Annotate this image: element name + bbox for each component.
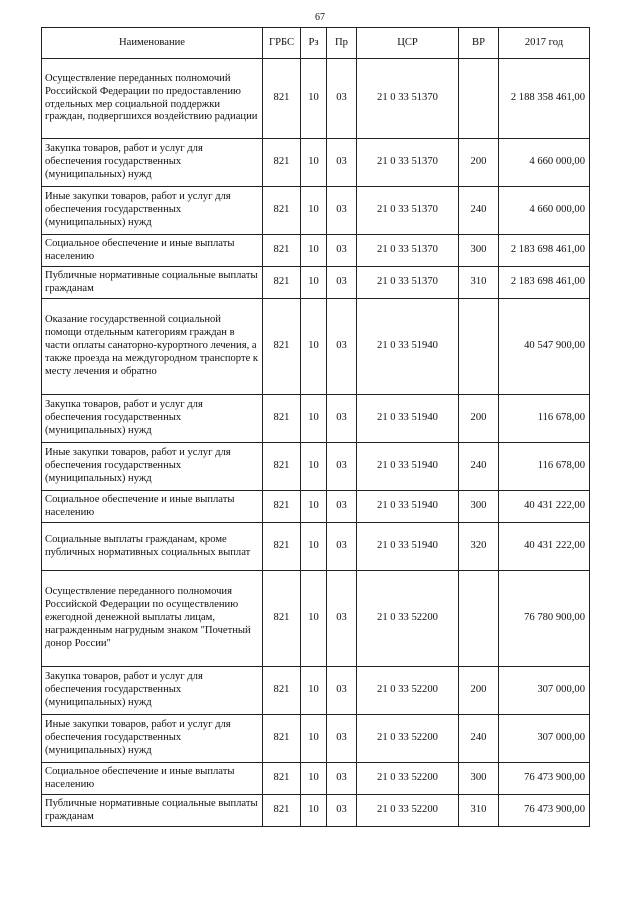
row-vr: 240 xyxy=(459,715,499,763)
row-vr: 200 xyxy=(459,395,499,443)
row-amount: 4 660 000,00 xyxy=(499,187,590,235)
table-row xyxy=(42,667,590,715)
row-csr: 21 0 33 52200 xyxy=(357,763,459,795)
row-name: Осуществление переданных полномочий Российской Федерации по предоставлению отдельных мер социальной поддержки граждан, подвергшихся воздействию радиации xyxy=(42,59,263,139)
row-grbs: 821 xyxy=(263,139,301,187)
row-name: Закупка товаров, работ и услуг для обеспечения государственных (муниципальных) нужд xyxy=(42,139,263,187)
row-rz: 10 xyxy=(301,763,327,795)
row-vr: 200 xyxy=(459,667,499,715)
row-pr: 03 xyxy=(327,571,357,667)
row-csr: 21 0 33 52200 xyxy=(357,667,459,715)
table-row xyxy=(42,795,590,827)
row-name: Социальное обеспечение и иные выплаты населению xyxy=(42,235,263,267)
row-name: Осуществление переданного полномочия Российской Федерации по осуществлению ежегодной денежной выплаты лицам, награжденным нагрудным знаком "Почетный донор России" xyxy=(42,571,263,667)
row-vr: 300 xyxy=(459,491,499,523)
row-amount: 307 000,00 xyxy=(499,667,590,715)
row-vr xyxy=(459,299,499,395)
table-row xyxy=(42,443,590,491)
row-pr: 03 xyxy=(327,763,357,795)
row-amount: 116 678,00 xyxy=(499,395,590,443)
row-pr: 03 xyxy=(327,59,357,139)
row-amount: 40 431 222,00 xyxy=(499,523,590,571)
table-row xyxy=(42,523,590,571)
table-row xyxy=(42,139,590,187)
row-amount: 2 183 698 461,00 xyxy=(499,235,590,267)
row-vr: 240 xyxy=(459,187,499,235)
row-rz: 10 xyxy=(301,571,327,667)
table-row xyxy=(42,235,590,267)
header-csr: ЦСР xyxy=(357,28,459,59)
row-vr: 310 xyxy=(459,267,499,299)
row-grbs: 821 xyxy=(263,267,301,299)
row-csr: 21 0 33 51370 xyxy=(357,267,459,299)
row-rz: 10 xyxy=(301,299,327,395)
row-vr: 310 xyxy=(459,795,499,827)
row-name: Иные закупки товаров, работ и услуг для обеспечения государственных (муниципальных) нужд xyxy=(42,715,263,763)
row-rz: 10 xyxy=(301,59,327,139)
row-grbs: 821 xyxy=(263,395,301,443)
header-vr: ВР xyxy=(459,28,499,59)
table-row xyxy=(42,299,590,395)
row-name: Закупка товаров, работ и услуг для обеспечения государственных (муниципальных) нужд xyxy=(42,395,263,443)
row-amount: 307 000,00 xyxy=(499,715,590,763)
row-grbs: 821 xyxy=(263,763,301,795)
row-csr: 21 0 33 52200 xyxy=(357,571,459,667)
row-amount: 2 183 698 461,00 xyxy=(499,267,590,299)
row-pr: 03 xyxy=(327,523,357,571)
row-grbs: 821 xyxy=(263,187,301,235)
row-csr: 21 0 33 51370 xyxy=(357,235,459,267)
row-csr: 21 0 33 51370 xyxy=(357,187,459,235)
row-pr: 03 xyxy=(327,235,357,267)
row-csr: 21 0 33 51940 xyxy=(357,299,459,395)
header-grbs: ГРБС xyxy=(263,28,301,59)
row-rz: 10 xyxy=(301,139,327,187)
table-body xyxy=(42,59,590,827)
row-pr: 03 xyxy=(327,395,357,443)
row-grbs: 821 xyxy=(263,443,301,491)
row-name: Социальное обеспечение и иные выплаты населению xyxy=(42,763,263,795)
row-csr: 21 0 33 52200 xyxy=(357,795,459,827)
row-pr: 03 xyxy=(327,267,357,299)
header-pr: Пр xyxy=(327,28,357,59)
row-rz: 10 xyxy=(301,395,327,443)
row-name: Социальное обеспечение и иные выплаты населению xyxy=(42,491,263,523)
row-csr: 21 0 33 51940 xyxy=(357,443,459,491)
row-grbs: 821 xyxy=(263,795,301,827)
row-csr: 21 0 33 52200 xyxy=(357,715,459,763)
header-rz: Рз xyxy=(301,28,327,59)
row-grbs: 821 xyxy=(263,491,301,523)
row-name: Оказание государственной социальной помощи отдельным категориям граждан в части оплаты санаторно-курортного лечения, а также проезда на междугородном транспорте к месту лечения и обратно xyxy=(42,299,263,395)
table-header-row xyxy=(42,28,590,59)
row-amount: 76 780 900,00 xyxy=(499,571,590,667)
row-amount: 4 660 000,00 xyxy=(499,139,590,187)
row-rz: 10 xyxy=(301,443,327,491)
row-pr: 03 xyxy=(327,795,357,827)
row-rz: 10 xyxy=(301,187,327,235)
budget-table xyxy=(41,27,590,827)
row-pr: 03 xyxy=(327,667,357,715)
row-vr xyxy=(459,571,499,667)
table-row xyxy=(42,395,590,443)
row-rz: 10 xyxy=(301,235,327,267)
row-rz: 10 xyxy=(301,523,327,571)
row-amount: 40 431 222,00 xyxy=(499,491,590,523)
row-grbs: 821 xyxy=(263,235,301,267)
row-name: Закупка товаров, работ и услуг для обеспечения государственных (муниципальных) нужд xyxy=(42,667,263,715)
row-vr xyxy=(459,59,499,139)
row-grbs: 821 xyxy=(263,571,301,667)
row-amount: 116 678,00 xyxy=(499,443,590,491)
row-csr: 21 0 33 51370 xyxy=(357,139,459,187)
table-row xyxy=(42,715,590,763)
row-name: Иные закупки товаров, работ и услуг для обеспечения государственных (муниципальных) нужд xyxy=(42,443,263,491)
row-csr: 21 0 33 51370 xyxy=(357,59,459,139)
row-rz: 10 xyxy=(301,795,327,827)
row-grbs: 821 xyxy=(263,299,301,395)
row-grbs: 821 xyxy=(263,715,301,763)
table-row xyxy=(42,187,590,235)
row-csr: 21 0 33 51940 xyxy=(357,523,459,571)
row-vr: 320 xyxy=(459,523,499,571)
row-vr: 200 xyxy=(459,139,499,187)
row-pr: 03 xyxy=(327,187,357,235)
header-amount: 2017 год xyxy=(499,28,590,59)
row-pr: 03 xyxy=(327,299,357,395)
row-name: Иные закупки товаров, работ и услуг для обеспечения государственных (муниципальных) нужд xyxy=(42,187,263,235)
row-vr: 240 xyxy=(459,443,499,491)
row-amount: 2 188 358 461,00 xyxy=(499,59,590,139)
row-grbs: 821 xyxy=(263,667,301,715)
row-name: Публичные нормативные социальные выплаты гражданам xyxy=(42,795,263,827)
row-pr: 03 xyxy=(327,491,357,523)
row-csr: 21 0 33 51940 xyxy=(357,395,459,443)
row-rz: 10 xyxy=(301,715,327,763)
header-name: Наименование xyxy=(42,28,263,59)
page-number: 67 xyxy=(315,12,325,23)
row-amount: 76 473 900,00 xyxy=(499,795,590,827)
table-row xyxy=(42,59,590,139)
table-row xyxy=(42,763,590,795)
row-pr: 03 xyxy=(327,139,357,187)
row-rz: 10 xyxy=(301,491,327,523)
row-vr: 300 xyxy=(459,235,499,267)
row-rz: 10 xyxy=(301,667,327,715)
row-pr: 03 xyxy=(327,443,357,491)
row-grbs: 821 xyxy=(263,523,301,571)
row-vr: 300 xyxy=(459,763,499,795)
table-row xyxy=(42,267,590,299)
row-pr: 03 xyxy=(327,715,357,763)
row-name: Социальные выплаты гражданам, кроме публичных нормативных социальных выплат xyxy=(42,523,263,571)
row-amount: 40 547 900,00 xyxy=(499,299,590,395)
row-name: Публичные нормативные социальные выплаты гражданам xyxy=(42,267,263,299)
table-row xyxy=(42,491,590,523)
row-csr: 21 0 33 51940 xyxy=(357,491,459,523)
table-row xyxy=(42,571,590,667)
row-rz: 10 xyxy=(301,267,327,299)
row-grbs: 821 xyxy=(263,59,301,139)
row-amount: 76 473 900,00 xyxy=(499,763,590,795)
